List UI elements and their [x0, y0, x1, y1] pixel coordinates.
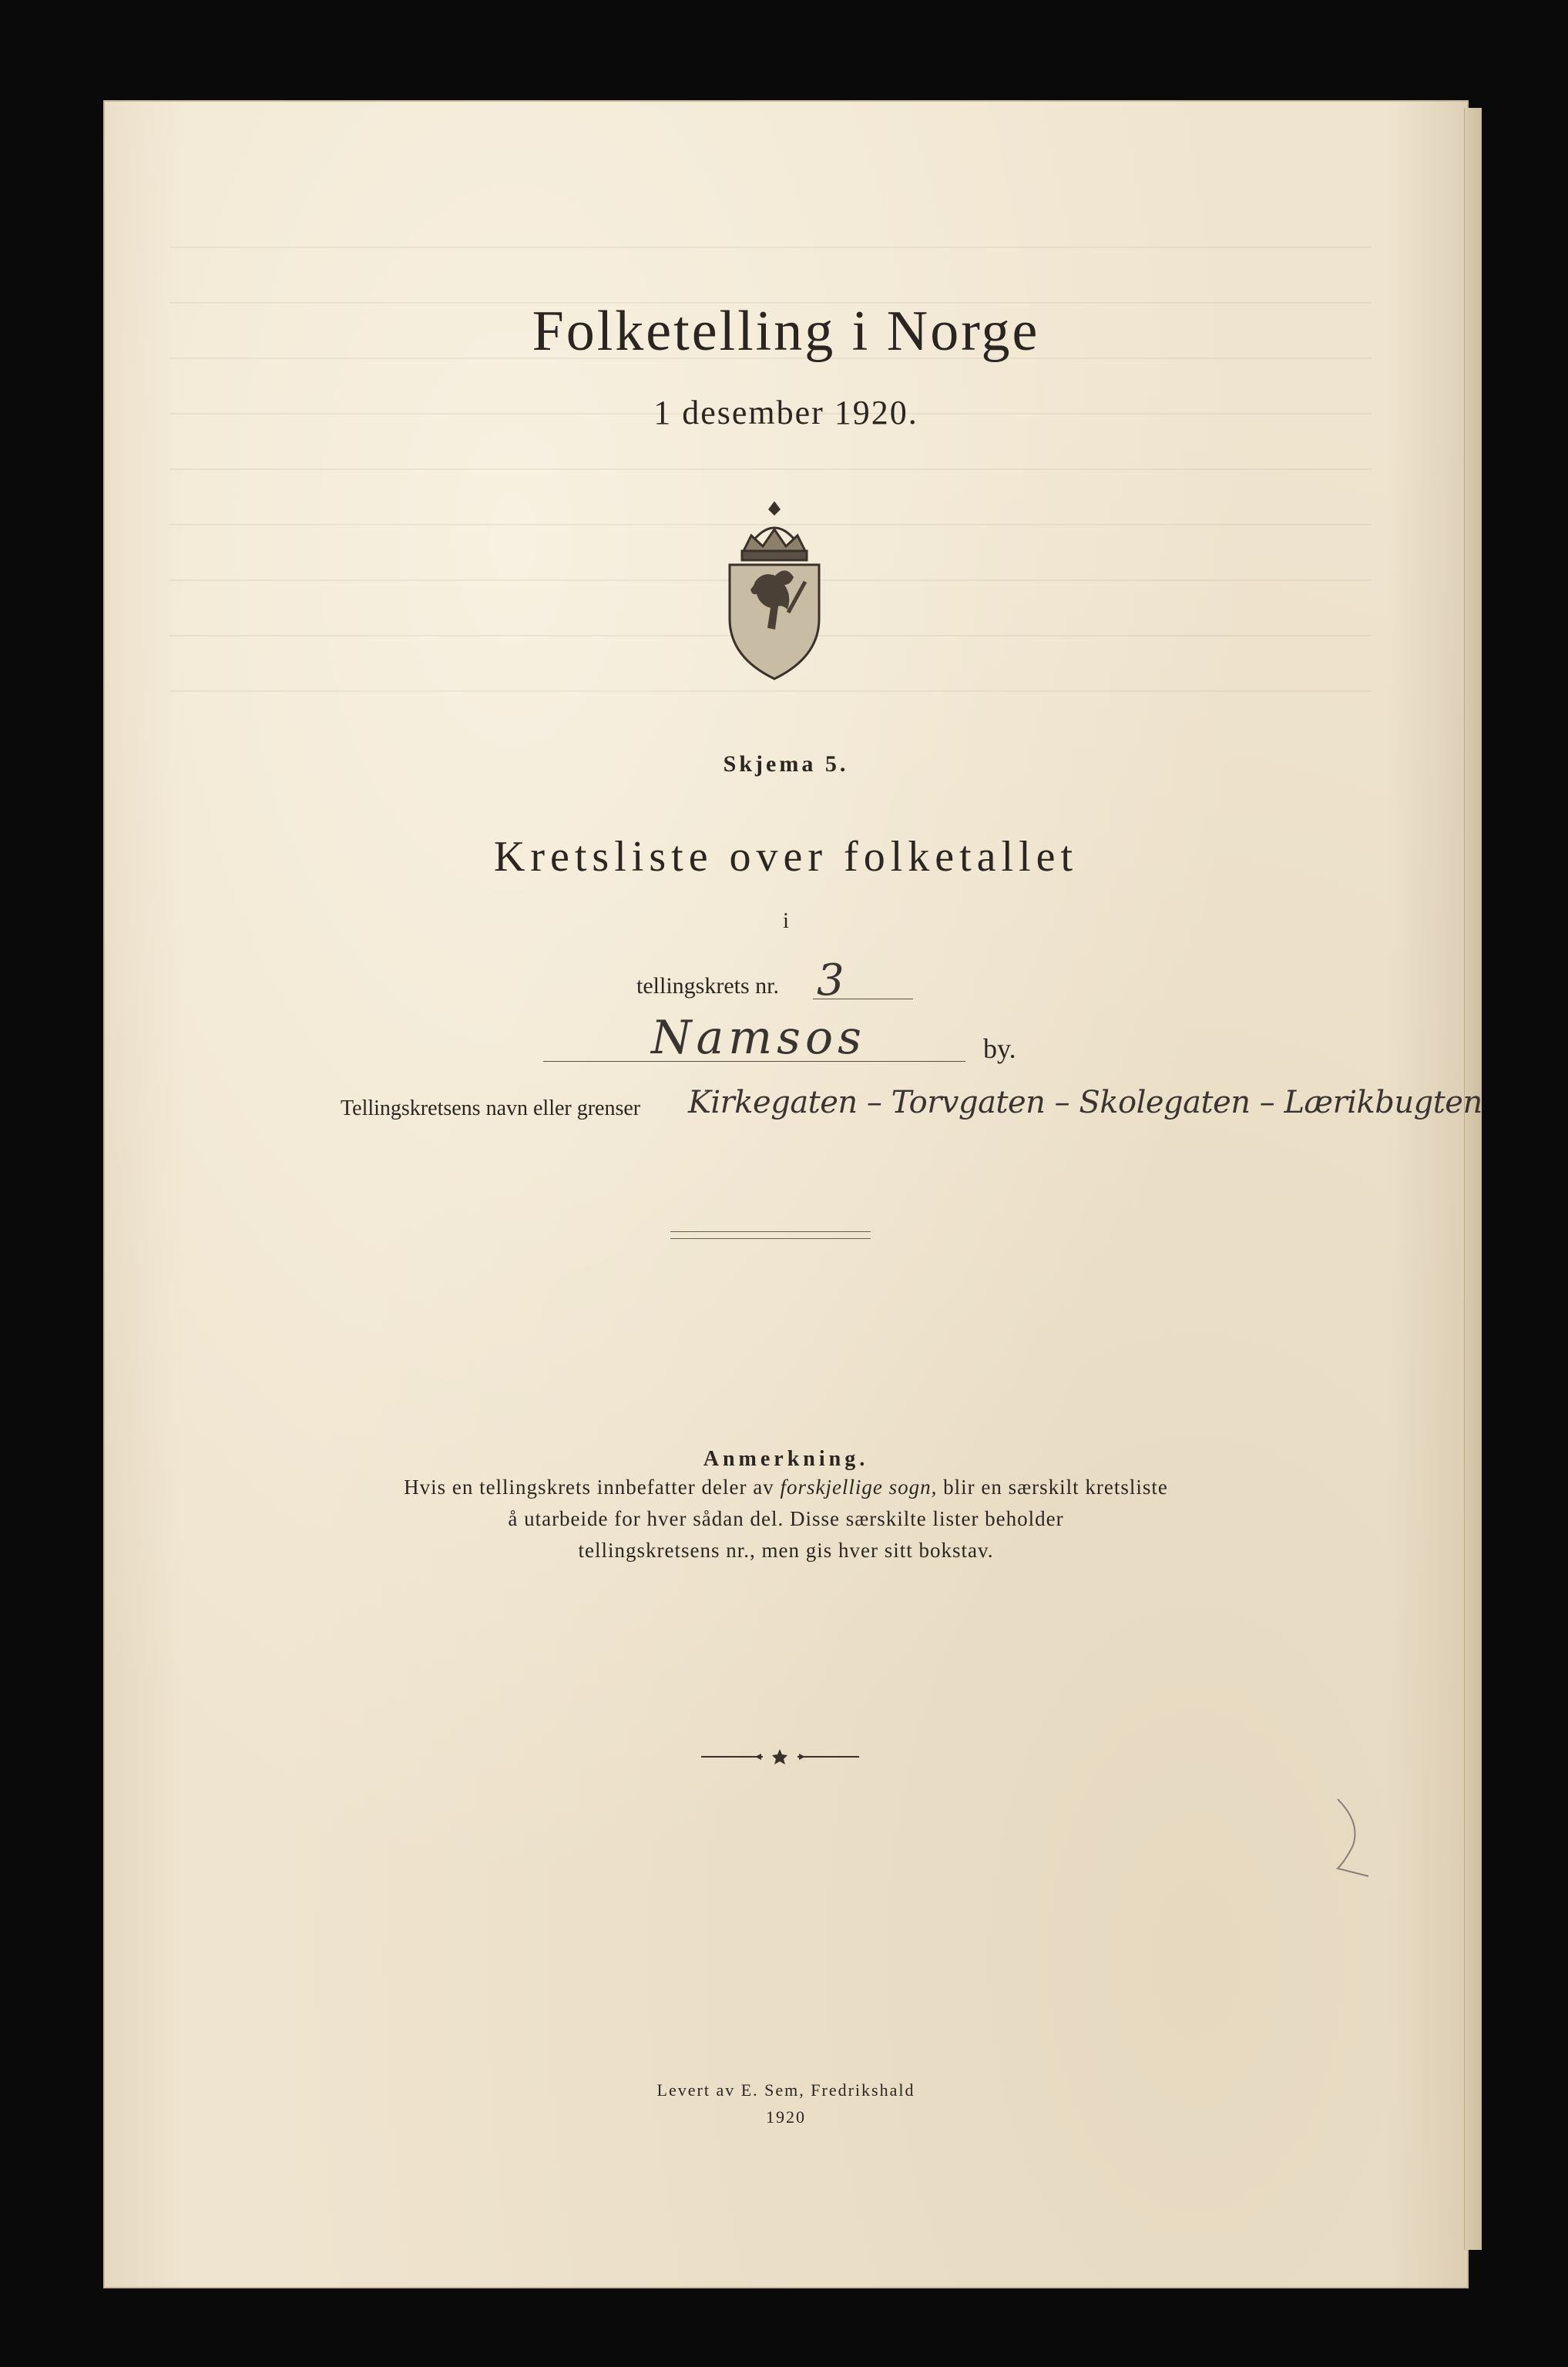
coat-of-arms-icon	[720, 497, 828, 682]
list-heading: Kretsliste over folketallet	[493, 833, 1079, 881]
note-line-1: Hvis en tellingskrets innbefatter deler av forskjellige sogn, blir en særskilt kretsliste	[404, 1476, 1168, 1499]
pencil-mark	[1330, 1795, 1376, 1880]
note-line-2: å utarbeide for hver sådan del. Disse særskilte lister beholder	[508, 1507, 1064, 1530]
form-label: Skjema 5.	[723, 751, 849, 777]
district-number-field: 3	[817, 955, 844, 1006]
town-suffix: by.	[983, 1033, 1016, 1064]
printer-credit: Levert av E. Sem, Fredrikshald	[656, 2080, 915, 2100]
town-name-field: Namsos	[651, 1011, 866, 1065]
district-label: tellingskrets nr.	[636, 973, 779, 999]
connector-text: i	[783, 909, 789, 933]
double-rule-divider	[670, 1231, 871, 1239]
boundaries-label: Tellingskretsens navn eller grenser	[341, 1096, 641, 1120]
star-ornament-icon	[701, 1745, 859, 1768]
note-line-3: tellingskretsens nr., men gis hver sitt bokstav.	[578, 1539, 994, 1562]
note-heading: Anmerkning.	[703, 1447, 869, 1471]
document-title: Folketelling i Norge	[532, 300, 1040, 363]
census-date: 1 desember 1920.	[653, 394, 918, 431]
boundaries-field: Kirkegaten – Torvgaten – Skolegaten – Lærikbugten	[688, 1085, 1482, 1120]
printer-year: 1920	[766, 2107, 806, 2127]
